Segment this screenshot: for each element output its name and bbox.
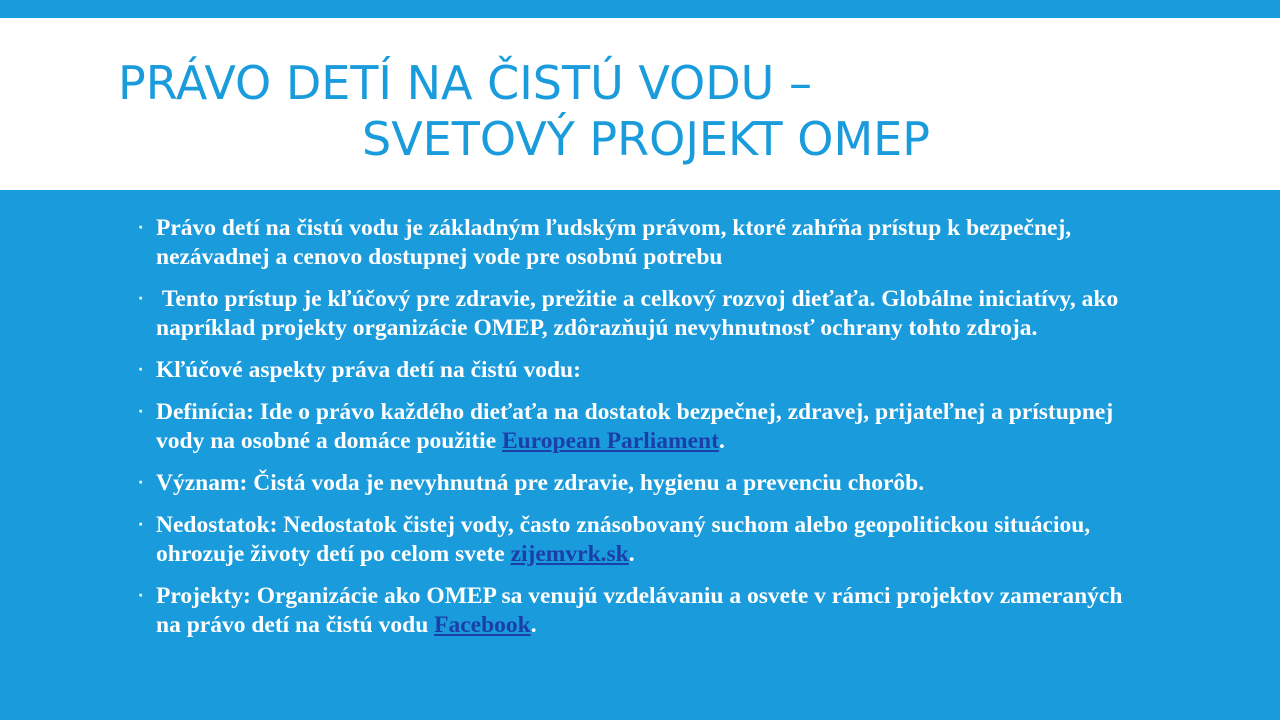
bullet-text: Právo detí na čistú vodu je základným ľudským právom, ktoré zahŕňa prístup k bezpečnej, nezávadnej a cenovo dostupnej vode pre osobnú potrebu [156, 215, 1072, 270]
bullet-icon: · [138, 220, 144, 236]
bullet-trailing-punct: . [530, 612, 537, 638]
bullet-item [136, 214, 1146, 272]
bullet-trailing-punct: . [718, 428, 725, 454]
slide-title-line-2: SVETOVÝ PROJEKT OMEP [362, 112, 930, 166]
bullet-icon: · [138, 362, 144, 378]
bullet-text: Definícia: Ide o právo každého dieťaťa na dostatok bezpečnej, zdravej, prijateľnej a prístupnej vody na osobné a domáce použitie [156, 399, 1120, 454]
bullet-icon: · [138, 404, 144, 420]
bullet-trailing-punct: . [628, 541, 635, 567]
bullet-text: Tento prístup je kľúčový pre zdravie, prežitie a celkový rozvoj dieťaťa. Globálne iniciatívy, ako napríklad projekty organizácie OMEP, zdôrazňujú nevyhnutnosť ochrany tohto zdroja. [156, 286, 1125, 341]
bullet-item [136, 582, 1146, 640]
bullet-text: Význam: Čistá voda je nevyhnutná pre zdravie, hygienu a prevenciu chorôb. [156, 470, 925, 496]
bullet-item [136, 469, 1146, 498]
bullet-icon: · [138, 517, 144, 533]
bullet-text: Projekty: Organizácie ako OMEP sa venujú vzdelávaniu a osvete v rámci projektov zameraných na právo detí na čistú vodu [156, 583, 1129, 638]
bullet-list [136, 214, 1146, 653]
bullet-text: Nedostatok: Nedostatok čistej vody, často znásobovaný suchom alebo geopolitickou situáciou, ohrozuje životy detí po celom svete [156, 512, 1097, 567]
bullet-item [136, 356, 1146, 385]
bullet-icon: · [138, 588, 144, 604]
zijemvrk-link[interactable]: zijemvrk.sk [510, 541, 629, 567]
top-accent-strip [0, 0, 1280, 18]
european-parliament-link[interactable]: European Parliament [502, 428, 719, 454]
slide-title-line-1: PRÁVO DETÍ NA ČISTÚ VODU – [118, 56, 812, 110]
bullet-icon: · [138, 475, 144, 491]
bullet-item [136, 398, 1146, 456]
bullet-item [136, 511, 1146, 569]
bullet-item [136, 285, 1146, 343]
facebook-link[interactable]: Facebook [434, 612, 531, 638]
bullet-icon: · [138, 291, 144, 307]
bullet-text: Kľúčové aspekty práva detí na čistú vodu: [156, 357, 581, 383]
